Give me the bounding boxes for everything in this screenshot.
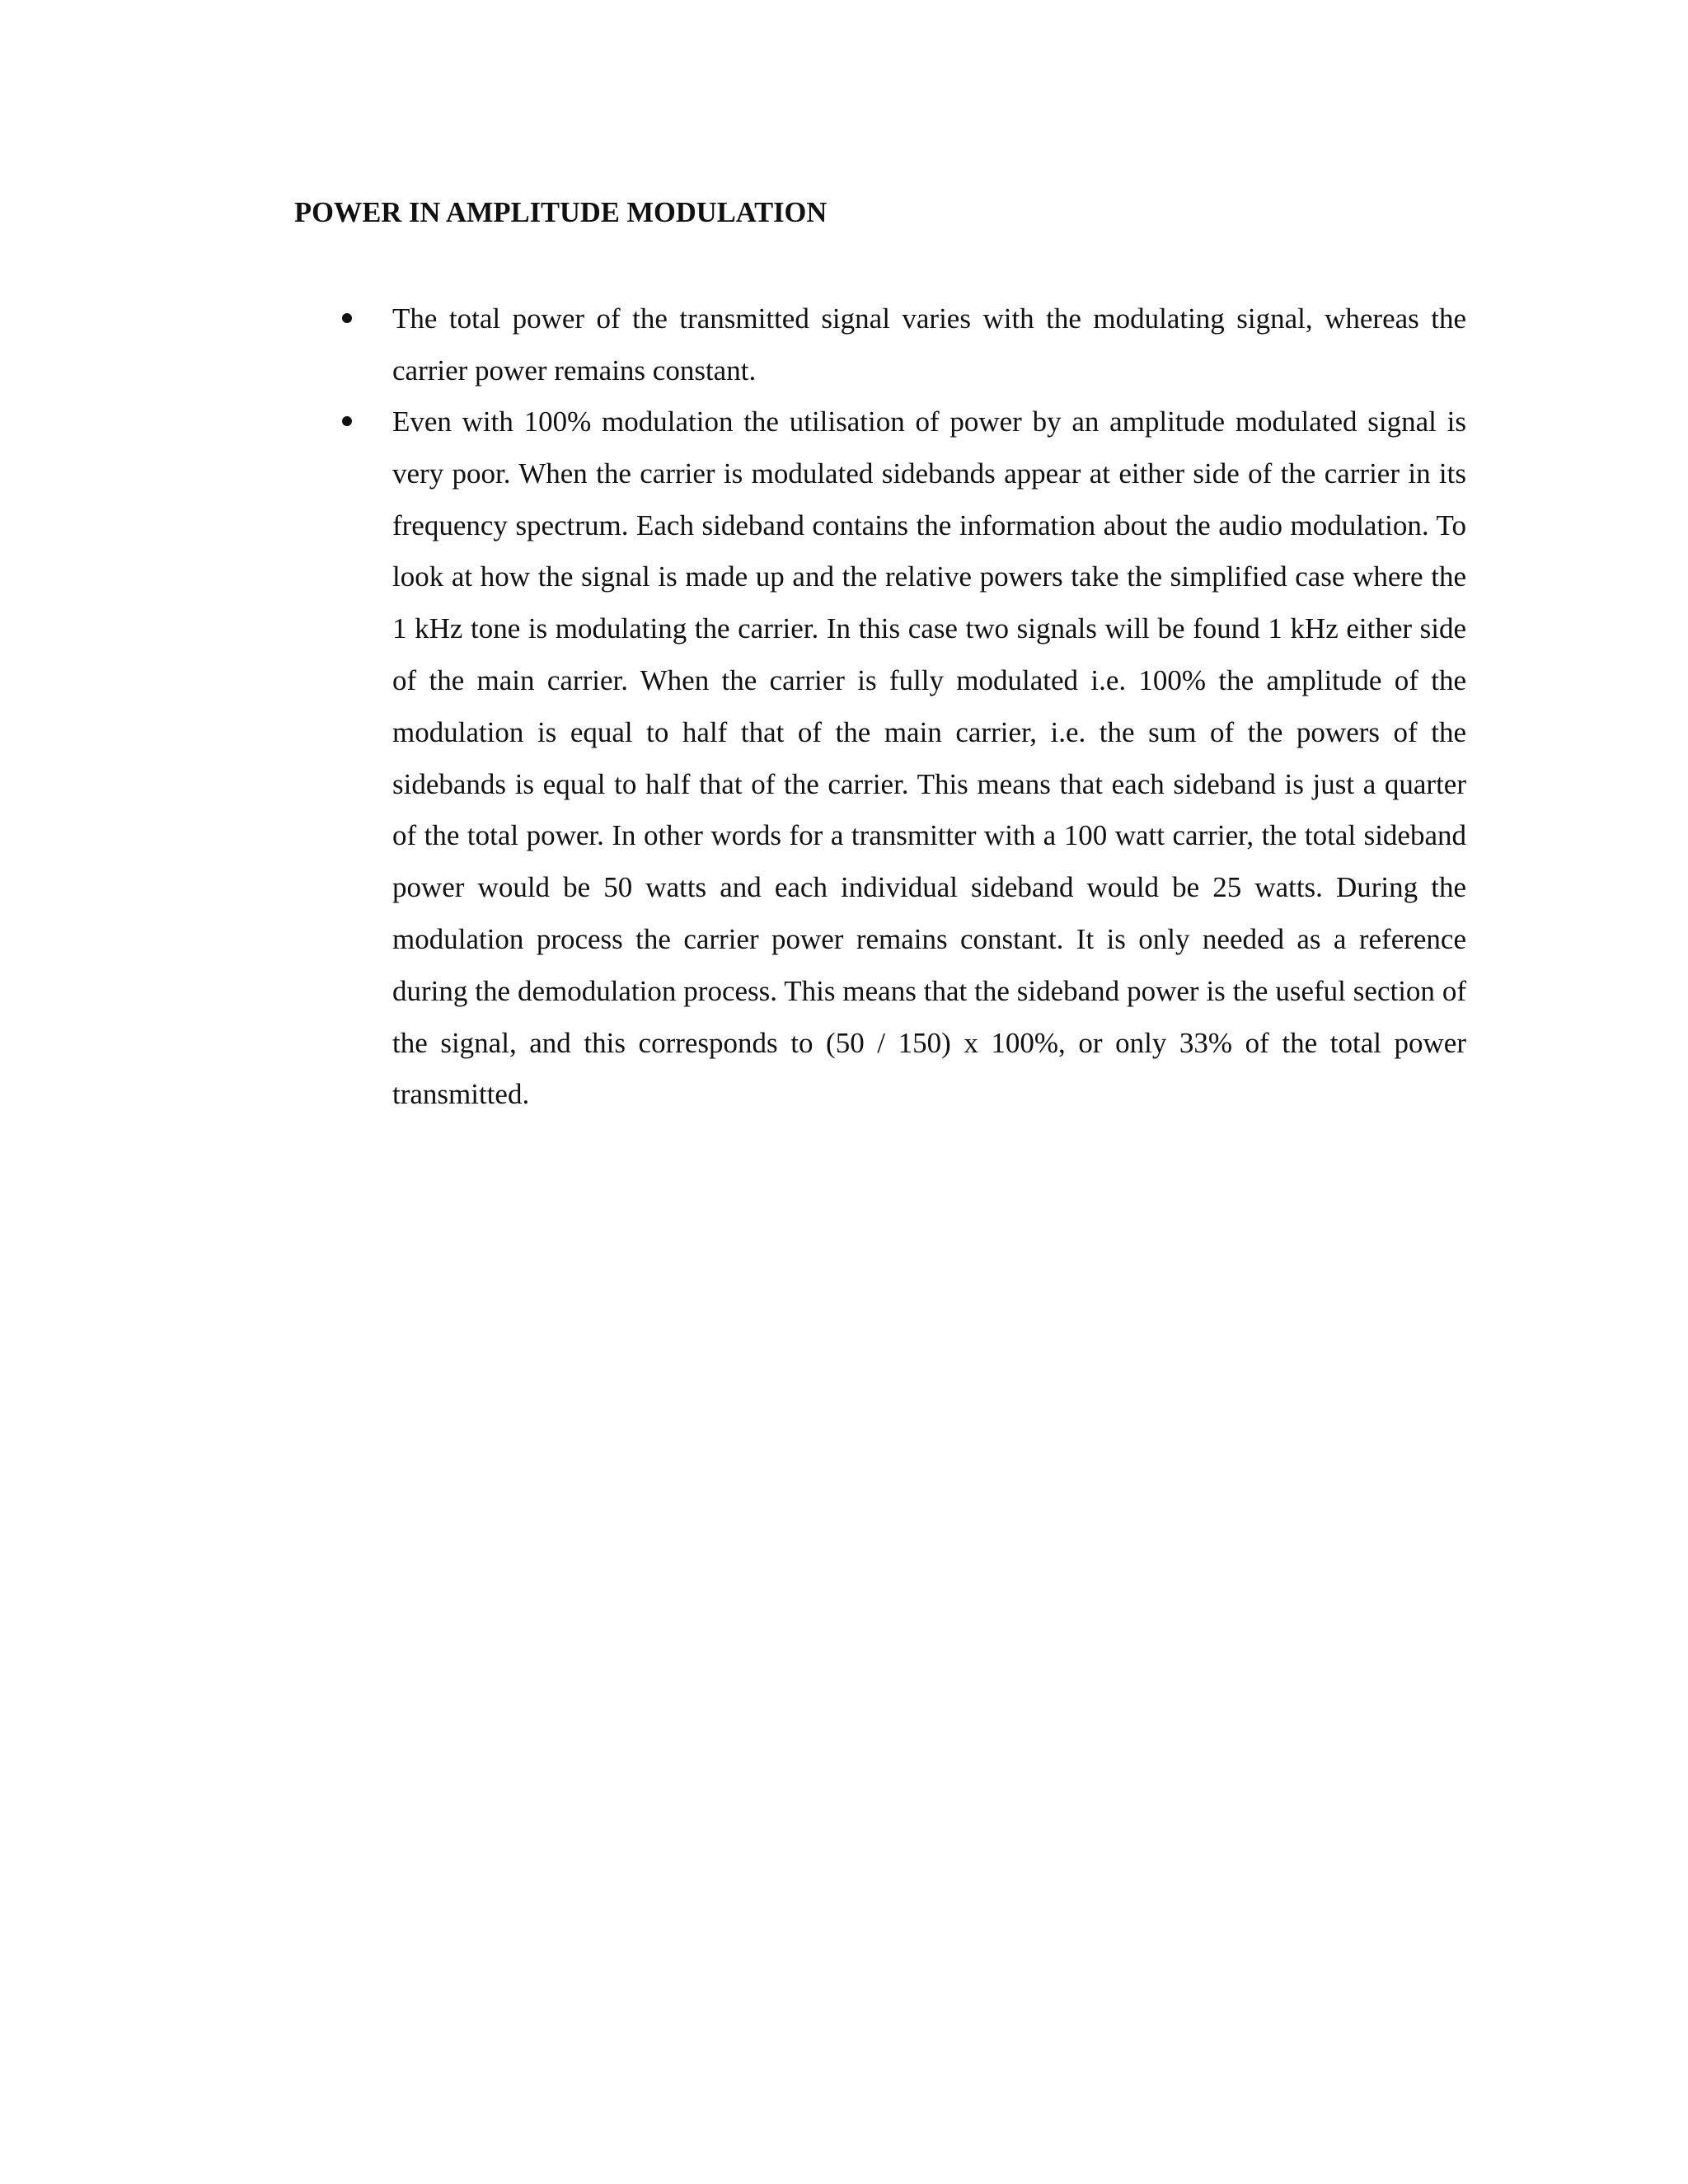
document-heading: POWER IN AMPLITUDE MODULATION <box>294 197 828 228</box>
bullet-item <box>392 293 1466 397</box>
bullet-text: The total power of the transmitted signal varies with the modulating signal, whereas the carrier power remains constant. <box>392 302 1466 387</box>
bullet-dot-icon <box>342 416 352 426</box>
bullet-dot-icon <box>342 313 352 323</box>
bullet-text: Even with 100% modulation the utilisation of power by an amplitude modulated signal is very poor. When the carrier is modulated sidebands appear at either side of the carrier in its frequency spectrum. Each sideband contains the information about the audio modulation. To look at how the signal is made up and the relative powers take the simplified case where the 1 kHz tone is modulating the carrier. In this case two signals will be found 1 kHz either side of the main carrier. When the carrier is fully modulated i.e. 100% the amplitude of the modulation is equal to half that of the main carrier, i.e. the sum of the powers of the sidebands is equal to half that of the carrier. This means that each sideband is just a quarter of the total power. In other words for a transmitter with a 100 watt carrier, the total sideband power would be 50 watts and each individual sideband would be 25 watts. During the modulation process the carrier power remains constant. It is only needed as a reference during the demodulation process. This means that the sideband power is the useful section of the signal, and this corresponds to (50 / 150) x 100%, or only 33% of the total power transmitted. <box>392 405 1466 1111</box>
bullet-item <box>392 396 1466 1121</box>
